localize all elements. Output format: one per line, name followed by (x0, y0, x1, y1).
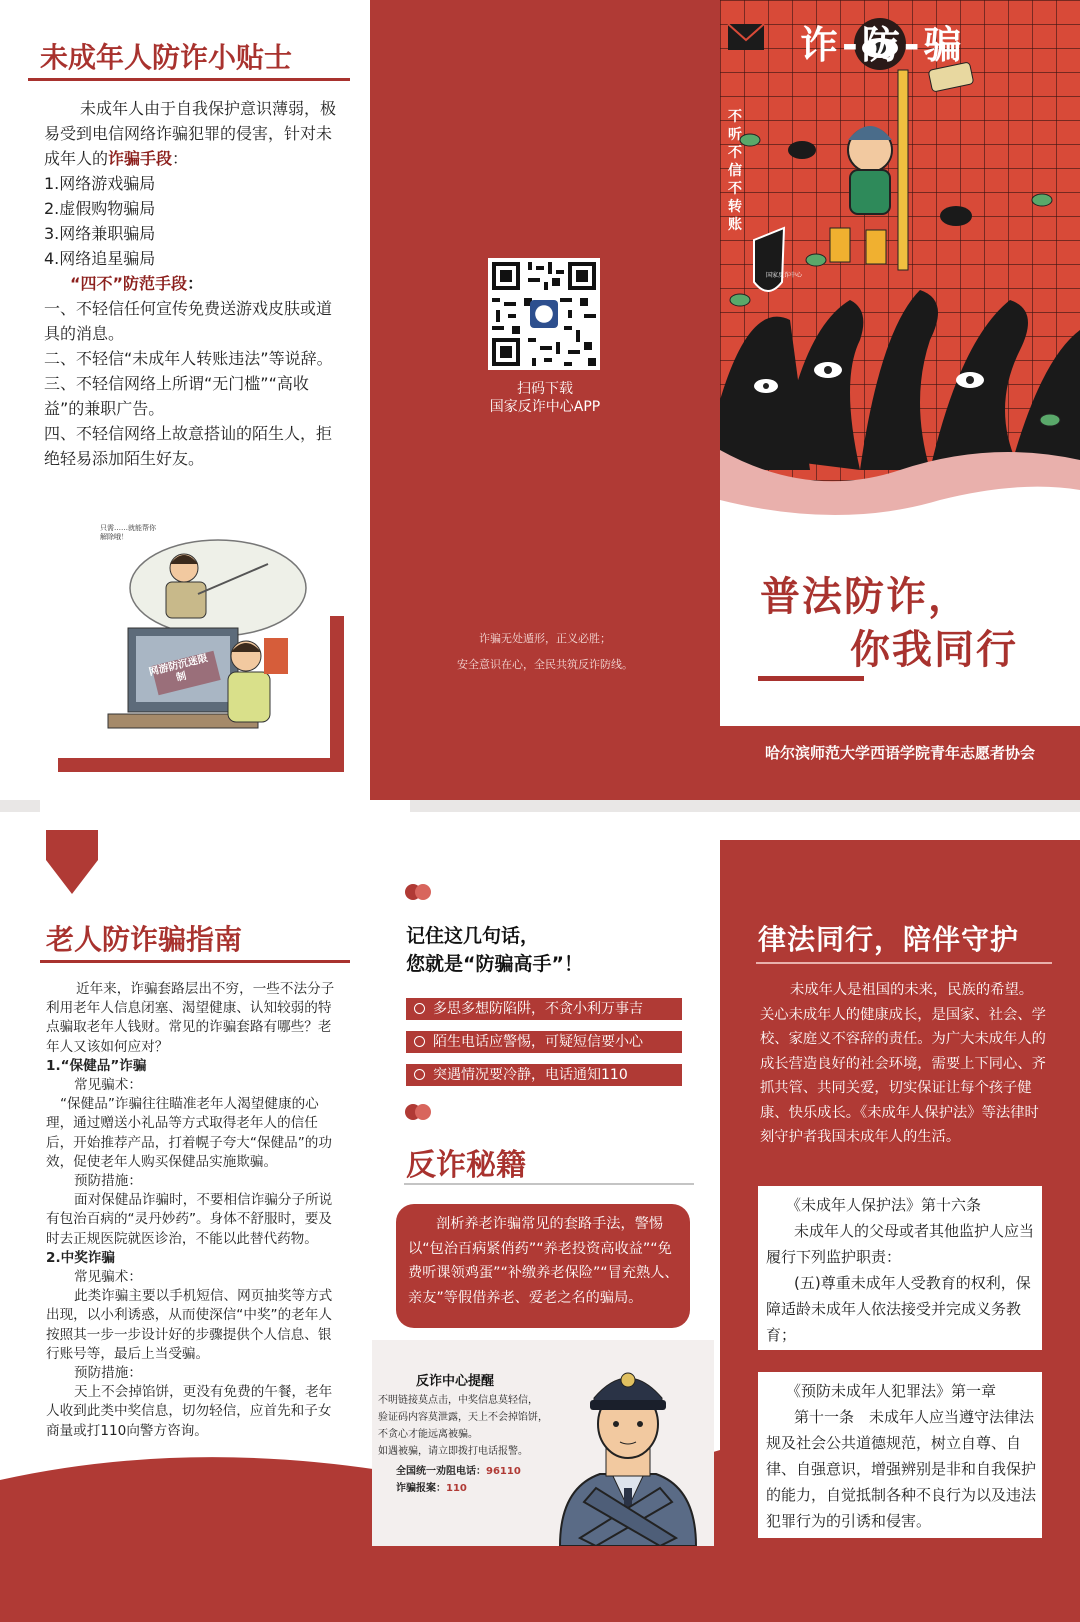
poster-title: 诈-防-骗 (800, 23, 966, 67)
four-no-heading (44, 271, 344, 296)
law1-title: 《未成年人保护法》第十六条 (786, 1196, 982, 1214)
section2-title: 2.中奖诈骗 (46, 1249, 115, 1266)
alert-title: 反诈中心提醒 (416, 1374, 495, 1389)
slogan-line1: 诈骗无处遁形，正义必胜； (479, 632, 611, 645)
elderly-title-underline (40, 960, 350, 963)
alert-line: 不明链接莫点击，中奖信息莫轻信， (378, 1395, 538, 1406)
cartoon-screen-text: 网游防沉迷限制 (147, 653, 209, 684)
secret-callout: 剖析养老诈骗常见的套路手法，警惕以“包治百病紧俏药”“养老投资高收益”“免费听课领鸡蛋”“补缴养老保险”“冒充熟人、亲友”等假借养老、爱老之名的骗局。 (396, 1204, 690, 1328)
minor-tips-title: 未成年人防诈小贴士 (40, 36, 410, 836)
hotline-label: 全国统一劝阻电话： (396, 1466, 486, 1477)
section2-trick: 此类诈骗主要以手机短信、网页抽奖等方式出现，以小利诱惑，从而使深信“中奖”的老年人按照其一步一步设计好的步骤提供个人信息、银行账号等，最后上当受骗。 (46, 1288, 333, 1362)
org-name: 哈尔滨师范大学西语学院青年志愿者协会 (764, 744, 1035, 762)
scam-list-item: 1.网络游戏骗局 (44, 174, 156, 193)
tip-pill (406, 998, 682, 1020)
slogan (420, 626, 670, 678)
four-no-label: 防范手段 (123, 274, 188, 293)
scam-list-item: 4.网络追星骗局 (44, 249, 156, 268)
remember-heading-2: 您就是“防骗高手”！ (406, 953, 583, 975)
minor-intro-bold: 诈骗手段 (108, 149, 173, 168)
law-box (758, 1186, 1042, 1350)
minor-tips-text (44, 96, 344, 471)
scam-list-item: 2.虚假购物骗局 (44, 199, 156, 218)
section1-trick-label: 常见骗术： (74, 1077, 142, 1094)
police-officer-illustration (540, 1338, 716, 1546)
law1-item: (五)尊重未成年人受教育的权利，保障适龄未成年人依法接受并完成义务教育； (766, 1274, 1031, 1344)
cover-headline-2: 你我同行 (850, 627, 1018, 673)
minor-intro-tail: ： (172, 149, 189, 168)
title-underline (28, 78, 350, 81)
section2-prevent: 天上不会掉馅饼，更没有免费的午餐，老年人收到此类中奖信息，切勿轻信，应首先和子女商量或打110向警方咨询。 (46, 1384, 333, 1439)
alert-line: 验证码内容莫泄露，天上不会掉馅饼， (378, 1412, 548, 1423)
report-label: 诈骗报案： (396, 1483, 446, 1494)
report-number: 110 (446, 1483, 467, 1494)
ribbon-marker (46, 830, 98, 860)
anti-fraud-badge: 国家反诈中心 (765, 272, 802, 279)
four-no-colon: ： (187, 274, 204, 293)
cartoon-illustration (48, 528, 338, 764)
tip-pill (406, 1031, 682, 1053)
dots-decoration (405, 1104, 425, 1124)
law2-text: 第十一条 未成年人应当遵守法律法规及社会公共道德规范，树立自尊、自律、自强意识，增强辨别是非和自我保护的能力，自觉抵制各种不良行为以及违法犯罪行为的引诱和侵害。 (766, 1408, 1037, 1530)
qr-caption-line2: 国家反诈中心APP (489, 399, 601, 415)
secret-title: 反诈秘籍 (406, 1148, 526, 1183)
tip-pill (406, 1064, 682, 1086)
elderly-intro: 近年来，诈骗套路层出不穷，一些不法分子利用老年人信息闭塞、渴望健康、认知较弱的特点骗取老年人钱财。常见的诈骗套路有哪些？老年人又该如何应对？ (46, 981, 335, 1055)
law-intro: 未成年人是祖国的未来，民族的希望。关心未成年人的健康成长，是国家、社会、学校、家庭义不容辞的责任。为广大未成年人的成长营造良好的社会环境，需要上下同心、齐抓共管、共同关爱，切实保证让每个孩子健康、快乐成长。《未成年人保护法》等法律时刻守护者我国未成年人的生活。 (760, 982, 1046, 1145)
headline-underline (758, 676, 864, 681)
law2-title: 《预防未成年人犯罪法》第一章 (786, 1382, 997, 1400)
section1-trick: “保健品”诈骗往往瞄准老年人渴望健康的心理，通过赠送小礼品等方式取得老年人的信任后，开始推荐产品，打着幌子夸大“保健品”的功效，促使老年人购买保健品实施欺骗。 (46, 1096, 332, 1170)
section1-prevent: 面对保健品诈骗时，不要相信诈骗分子所说有包治百病的“灵丹妙药”。身体不舒服时，要及时去正规医院就医诊治，不能以此替代药物。 (46, 1192, 333, 1247)
remember-heading (406, 922, 583, 978)
poster-side-text: 不听不信不转账 (728, 109, 742, 233)
cartoon-bubble-text: 只需……就能帮你解除哦！ (100, 524, 156, 541)
law-panel-title: 律法同行，陪伴守护 (758, 923, 1020, 956)
ribbon-tip (46, 860, 98, 894)
secret-underline (404, 1183, 694, 1185)
law-title-underline (756, 962, 1052, 964)
cover-headline-1: 普法防诈， (760, 574, 970, 620)
section2-prevent-label: 预防措施： (74, 1365, 142, 1382)
law1-text: 未成年人的父母或者其他监护人应当履行下列监护职责： (766, 1222, 1035, 1266)
qr-caption (440, 380, 650, 416)
section1-title: 1.“保健品”诈骗 (46, 1057, 147, 1074)
section2-trick-label: 常见骗术： (74, 1269, 142, 1286)
dots-decoration (405, 884, 425, 904)
law-box (758, 1372, 1042, 1538)
remember-heading-1: 记住这几句话， (406, 925, 540, 947)
hotline-number: 96110 (486, 1466, 521, 1477)
alert-line: 不贪心才能远离被骗。 (378, 1429, 478, 1440)
elderly-guide-text (46, 980, 342, 1441)
alert-line: 如遇被骗，请立即拨打电话报警。 (378, 1446, 528, 1457)
elderly-guide-title: 老人防诈骗指南 (46, 923, 243, 956)
qr-caption-line1: 扫码下载 (517, 381, 573, 397)
org-bar (720, 726, 1080, 800)
qr-code-icon (488, 258, 600, 370)
four-no-item: 一、不轻信任何宣传免费送游戏皮肤或道具的消息。 (44, 299, 333, 343)
tip-pill-text: 突遇情况要冷静，电话通知110 (433, 1067, 628, 1083)
tip-pill-text: 多思多想防陷阱，不贪小利万事吉 (433, 1001, 643, 1017)
minor-intro: 未成年人由于自我保护意识薄弱，极易受到电信网络诈骗犯罪的侵害，针对未成年人的 (44, 99, 337, 168)
four-no-item: 三、不轻信网络上所谓“无门槛”“高收益”的兼职广告。 (44, 374, 309, 418)
four-no-quote: “四不” (70, 274, 124, 293)
scam-list-item: 3.网络兼职骗局 (44, 224, 156, 243)
qr-code[interactable] (488, 258, 600, 370)
four-no-item: 四、不轻信网络上故意搭讪的陌生人，拒绝轻易添加陌生好友。 (44, 424, 333, 468)
tip-pill-text: 陌生电话应警惕，可疑短信要小心 (433, 1034, 643, 1050)
section1-prevent-label: 预防措施： (74, 1173, 142, 1190)
four-no-item: 二、不轻信“未成年人转账违法”等说辞。 (44, 349, 333, 368)
slogan-line2: 安全意识在心，全民共筑反诈防线。 (457, 658, 633, 671)
